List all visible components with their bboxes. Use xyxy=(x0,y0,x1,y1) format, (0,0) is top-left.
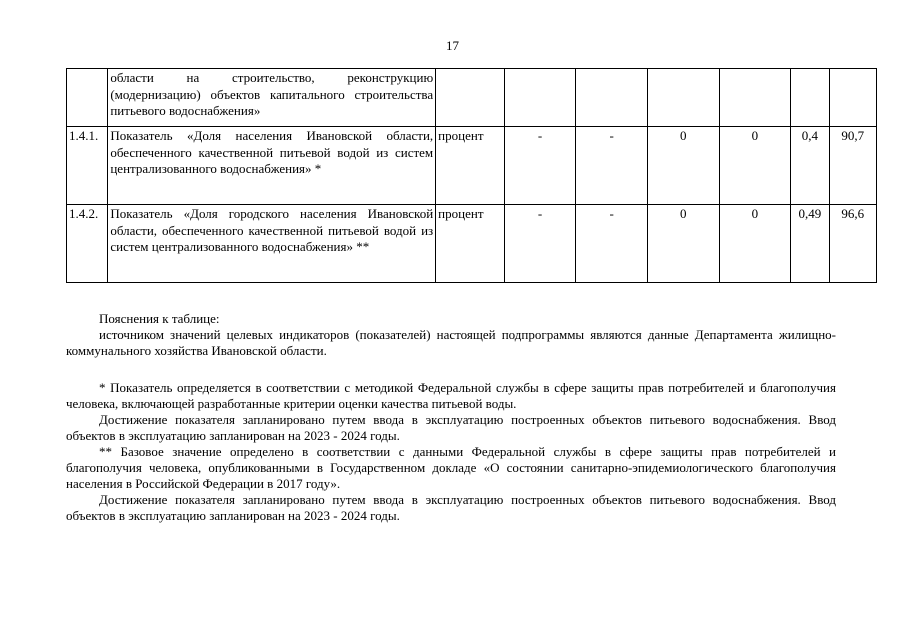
indicator-name-cell: Показатель «Доля населения Ивановской области, обеспеченного качественной питьевой водой из систем централизованного водоснабжения» * xyxy=(108,127,436,205)
value-cell xyxy=(576,69,648,127)
value-cell: 0,49 xyxy=(791,205,829,283)
unit-cell: процент xyxy=(436,127,505,205)
value-cell: 0 xyxy=(647,127,719,205)
achievement-note-2: Достижение показателя запланировано путем ввода в эксплуатацию построенных объектов питьевого водоснабжения. Ввод объектов в эксплуатацию запланирован на 2023 - 2024 годы. xyxy=(66,492,836,523)
unit-cell xyxy=(436,69,505,127)
value-cell: 90,7 xyxy=(829,127,876,205)
table-row xyxy=(67,69,877,127)
value-cell: 96,6 xyxy=(829,205,876,283)
row-number-cell: 1.4.2. xyxy=(67,205,108,283)
indicator-name-cell: области на строительство, реконструкцию (модернизацию) объектов капитального строительства питьевого водоснабжения» xyxy=(108,69,436,127)
value-cell: - xyxy=(504,127,576,205)
indicator-name-cell: Показатель «Доля городского населения Ивановской области, обеспеченного качественной питьевой водой из систем централизованного водоснабжения» ** xyxy=(108,205,436,283)
indicators-table xyxy=(66,68,877,283)
footnote-single-star: * Показатель определяется в соответствии с методикой Федеральной службы в сфере защиты прав потребителей и благополучия человека, включающей разработанные критерии оценки качества питьевой воды. xyxy=(66,380,836,411)
table-row xyxy=(67,127,877,205)
value-cell xyxy=(791,69,829,127)
value-cell: - xyxy=(576,127,648,205)
value-cell: 0 xyxy=(719,205,791,283)
table-notes xyxy=(66,311,836,359)
value-cell xyxy=(829,69,876,127)
value-cell xyxy=(504,69,576,127)
value-cell: 0 xyxy=(647,205,719,283)
unit-cell: процент xyxy=(436,205,505,283)
row-number-cell xyxy=(67,69,108,127)
value-cell xyxy=(719,69,791,127)
value-cell xyxy=(647,69,719,127)
notes-heading: Пояснения к таблице: xyxy=(99,311,220,326)
table-row xyxy=(67,205,877,283)
value-cell: 0,4 xyxy=(791,127,829,205)
achievement-note-1: Достижение показателя запланировано путем ввода в эксплуатацию построенных объектов питьевого водоснабжения. Ввод объектов в эксплуатацию запланирован на 2023 - 2024 годы. xyxy=(66,412,836,443)
value-cell: - xyxy=(576,205,648,283)
row-number-cell: 1.4.1. xyxy=(67,127,108,205)
footnote-double-star: ** Базовое значение определено в соответствии с данными Федеральной службы в сфере защиты прав потребителей и благополучия человека, опубликованными в Государственном докладе «О состоянии санитарно-эпидемиологического благополучия населения в Российской Федерации в 2017 году». xyxy=(66,444,836,491)
footnotes xyxy=(66,380,836,524)
value-cell: - xyxy=(504,205,576,283)
page-number: 17 xyxy=(446,38,459,53)
notes-source: источником значений целевых индикаторов (показателей) настоящей подпрограммы являются данные Департамента жилищно-коммунального хозяйства Ивановской области. xyxy=(66,327,836,358)
value-cell: 0 xyxy=(719,127,791,205)
